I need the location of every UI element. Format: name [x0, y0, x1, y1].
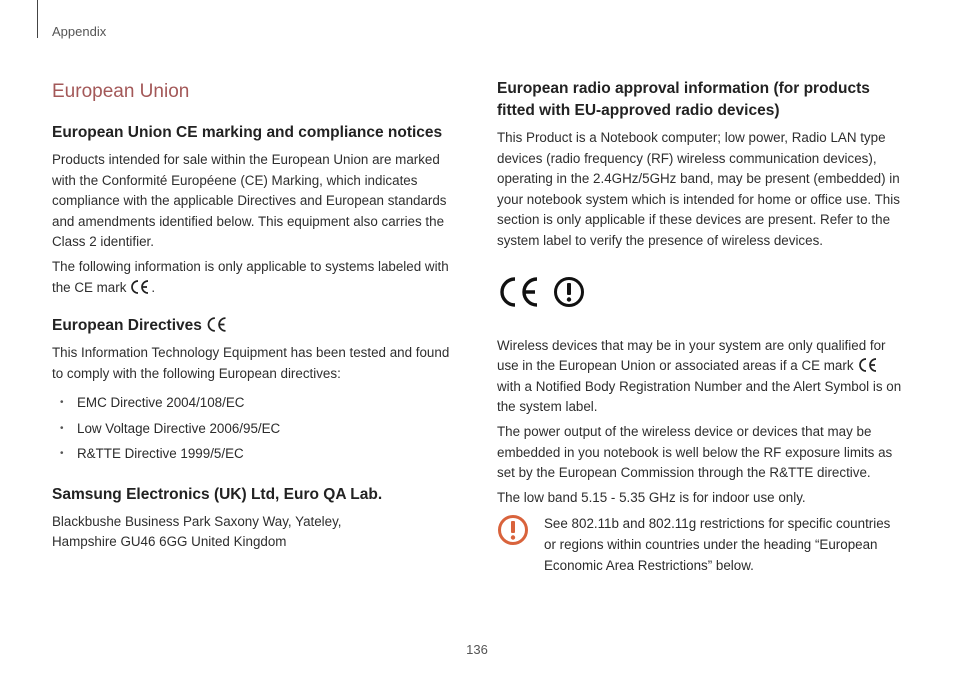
- list-item: • Low Voltage Directive 2006/95/EC: [52, 416, 458, 442]
- directives-heading: European Directives: [52, 315, 458, 337]
- radio-heading: European radio approval information (for products fitted with EU-approved radio devices): [497, 80, 870, 119]
- section-label: Appendix: [52, 24, 107, 39]
- right-column: [497, 78, 902, 576]
- bullet: •: [60, 448, 64, 460]
- samsung-address: Blackbushe Business Park Saxony Way, Yateley, Hampshire GU46 6GG United Kingdom: [52, 513, 342, 550]
- left-column: [52, 78, 458, 570]
- page-title: European Union: [52, 81, 190, 102]
- ce-section: [52, 122, 458, 298]
- ce-applicability: The following information is only applicable to systems labeled with the CE mark .: [52, 258, 449, 295]
- ce-mark-icon: [205, 316, 229, 333]
- ce-mark-icon: [497, 276, 541, 308]
- alert-icon: [553, 276, 585, 308]
- list-item: • EMC Directive 2004/108/EC: [52, 390, 458, 416]
- compliance-marks: [497, 274, 902, 310]
- notice-text: See 802.11b and 802.11g restrictions for specific countries or regions within countries under the heading “European Economic Area Restrictions” below.: [544, 516, 891, 573]
- directives-section: [52, 315, 458, 467]
- ce-mark-icon: [857, 357, 879, 373]
- ce-mark-icon: [129, 279, 151, 295]
- list-item: • R&TTE Directive 1999/5/EC: [52, 441, 458, 467]
- low-band-paragraph: The low band 5.15 - 5.35 GHz is for indoor use only.: [497, 489, 806, 505]
- samsung-section: [52, 484, 458, 553]
- ce-paragraph: Products intended for sale within the European Union are marked with the Conformité Européene (CE) Marking, which indicates compliance with the applicable Directives and European standards and amendments identified below. This equipment also carries the Class 2 identifier.: [52, 152, 447, 250]
- ce-heading: European Union CE marking and compliance notices: [52, 124, 443, 141]
- bullet: •: [60, 422, 64, 434]
- page-number: 136: [466, 642, 488, 657]
- restriction-notice: [497, 514, 902, 576]
- bullet: •: [60, 397, 64, 409]
- header-rule: [37, 0, 38, 38]
- wireless-paragraph: Wireless devices that may be in your system are only qualified for use in the European Union or associated areas if a CE mark with a Notified Body Registration Number and the Alert Symbol is on the system label.: [497, 337, 902, 415]
- power-paragraph: The power output of the wireless device or devices that may be embedded in you notebook is well below the RF exposure limits as set by the European Commission through the R&TTE directive.: [497, 423, 893, 481]
- directives-intro: This Information Technology Equipment has been tested and found to comply with the following European directives:: [52, 345, 450, 381]
- samsung-heading: Samsung Electronics (UK) Ltd, Euro QA Lab.: [52, 485, 383, 503]
- warning-icon: [497, 514, 529, 546]
- radio-paragraph: This Product is a Notebook computer; low power, Radio LAN type devices (radio frequency (RF) wireless communication devices), operating in the 2.4GHz/5GHz band, may be present (embedded) in your notebook system which is intended for home or office use. This section is only applicable if these devices are present. Refer to the system label to verify the presence of wireless devices.: [497, 130, 900, 248]
- directives-list: [52, 390, 458, 467]
